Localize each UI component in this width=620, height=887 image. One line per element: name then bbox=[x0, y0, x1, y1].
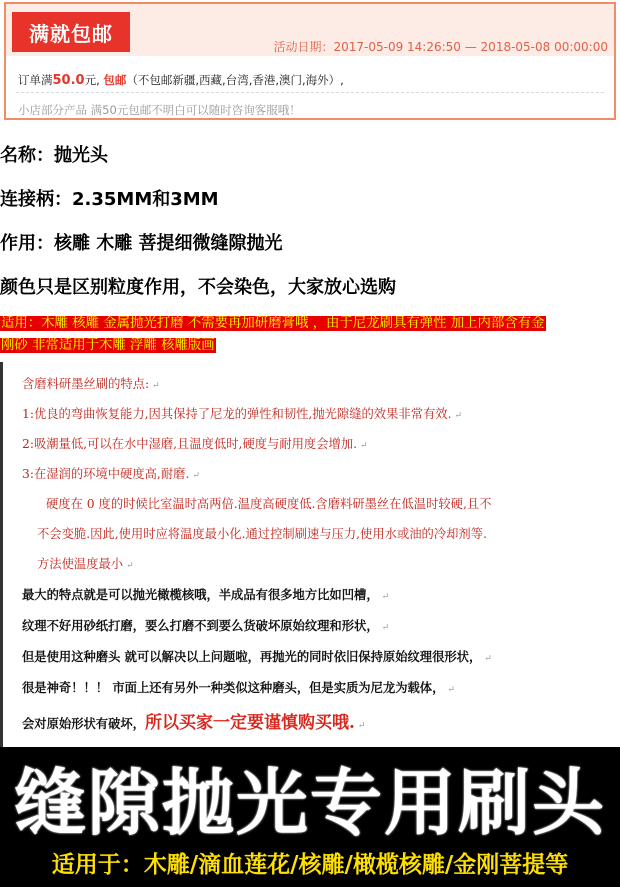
feature-point-3: 3:在湿润的环境中硬度高,耐磨. ↵ bbox=[22, 467, 200, 481]
promo-exclusions: （不包邮新疆,西藏,台湾,香港,澳门,海外）, bbox=[126, 73, 344, 87]
promo-condition-prefix: 订单满 bbox=[18, 73, 53, 87]
feature-detail-1: 硬度在 0 度的时候比室温时高两倍.温度高硬度低.含磨料研墨丝在低温时较硬,且不 bbox=[46, 497, 492, 511]
banner-subtitle: 适用于：木雕/滴血莲花/核雕/橄榄核雕/金刚菩提等 bbox=[51, 851, 569, 878]
usage-notice-line2: 刚砂 非常适用于木雕 浮雕 核雕版画 bbox=[1, 338, 215, 353]
feature-para-1: 最大的特点就是可以抛光橄榄核哦，半成品有很多地方比如凹槽， ↵ bbox=[22, 587, 390, 602]
promo-divider bbox=[16, 92, 604, 93]
promo-condition bbox=[18, 72, 344, 88]
feature-point-2: 2:吸潮量低,可以在水中湿磨,且温度低时,硬度与耐用度会增加. ↵ bbox=[22, 437, 368, 451]
promo-badge: 满就包邮 bbox=[12, 12, 130, 52]
promo-amount: 50.0 bbox=[52, 73, 85, 88]
product-banner bbox=[0, 747, 620, 887]
promo-date-range: 活动日期：2017-05-09 14:26:50 — 2018-05-08 00:00:00 bbox=[273, 40, 608, 54]
free-shipping-promo bbox=[4, 2, 616, 120]
feature-para-3: 但是使用这种磨头 就可以解决以上问题啦，再抛光的同时依旧保持原始纹理很形状， ↵ bbox=[22, 649, 492, 664]
usage-notice-line1: 适用：木雕 核雕 金属抛光打磨 不需要再加研磨膏哦 ，由于尼龙刷具有弹性 加上内部含有金 bbox=[1, 316, 545, 331]
feature-heading: 含磨料研墨丝刷的特点: ↵ bbox=[22, 377, 160, 391]
spec-shank: 连接柄：2.35MM和3MM bbox=[0, 189, 219, 210]
promo-note: 小店部分产品 满50元包邮不明白可以随时咨询客服哦！ bbox=[18, 103, 301, 117]
promo-free-label: 包邮 bbox=[103, 73, 127, 87]
feature-para-2: 纹理不好用砂纸打磨，要么打磨不到要么货破坏原始纹理和形状， ↵ bbox=[22, 618, 390, 633]
feature-detail-3: 方法使温度最小 ↵ bbox=[37, 557, 134, 571]
feature-para-5-lead: 会对原始形状有破坏， bbox=[22, 716, 145, 731]
feature-para-4: 很是神奇！！！ 市面上还有另外一种类似这种磨头，但是实质为尼龙为载体， ↵ bbox=[22, 680, 455, 695]
spec-name: 名称：抛光头 bbox=[0, 145, 108, 166]
spec-color: 颜色只是区别粒度作用，不会染色，大家放心选购 bbox=[0, 277, 396, 298]
feature-point-1: 1:优良的弯曲恢复能力,因其保持了尼龙的弹性和韧性,抛光隙缝的效果非常有效. ↵ bbox=[22, 407, 463, 421]
feature-para-5: 会对原始形状有破坏，所以买家一定要谨慎购买哦. ↵ bbox=[22, 713, 366, 733]
feature-warning: 所以买家一定要谨慎购买哦. bbox=[144, 713, 355, 733]
spec-usage: 作用：核雕 木雕 菩提细微缝隙抛光 bbox=[0, 233, 283, 254]
feature-detail-2: 不会变脆.因此,使用时应将温度最小化.通过控制刷速与压力,使用水或油的冷却剂等. bbox=[37, 527, 487, 541]
promo-unit: 元, bbox=[84, 73, 100, 87]
feature-card bbox=[0, 362, 600, 747]
usage-notice bbox=[0, 313, 612, 357]
promo-header bbox=[6, 4, 614, 56]
banner-title: 缝隙抛光专用刷头 bbox=[13, 761, 606, 845]
